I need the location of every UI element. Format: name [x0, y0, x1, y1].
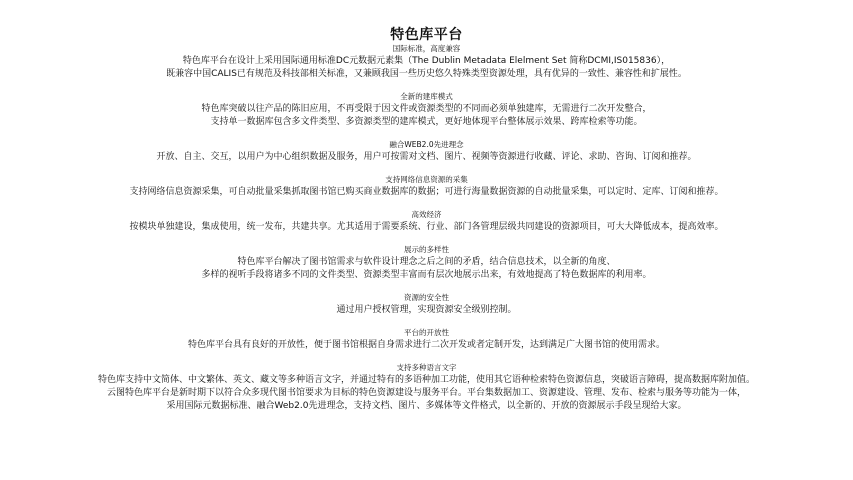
page-title: 特色库平台 — [390, 27, 463, 43]
section-text-line: 特色库平台具有良好的开放性，便于图书馆根据自身需求进行二次开发或者定制开发，达到满足广大图书馆的使用需求。 — [187, 340, 665, 350]
section-heading: 平台的开放性 — [404, 328, 449, 337]
section-text-line: 通过用户授权管理，实现资源安全级别控制。 — [336, 305, 517, 315]
section-text-line: 支持单一数据库包含多文件类型、多资源类型的建库模式，更好地体现平台整体展示效果、跨库检索等功能。 — [210, 117, 643, 127]
section-text-line: 特色库平台在设计上采用国际通用标准DC元数据元素集（The Dublin Metadata Elelment Set 简称DCMI,IS015836）， — [182, 56, 671, 66]
section-multilingual — [0, 363, 853, 413]
section-build-mode — [0, 92, 853, 129]
section-heading: 全新的建库模式 — [400, 92, 453, 101]
section-display-variety — [0, 245, 853, 282]
section-text-line: 多样的视听手段将诸多不同的文件类型、资源类型丰富而有层次地展示出来，有效地提高了特色数据库的利用率。 — [201, 270, 652, 280]
section-text-line: 云图特色库平台是新时期下以符合众多现代图书馆要求为目标的特色资源建设与服务平台。平台集数据加工、资源建设、管理、发布、检索与服务等功能为一体， — [106, 388, 746, 398]
section-heading: 融合WEB2.0先进理念 — [389, 140, 464, 149]
section-heading: 支持网络信息资源的采集 — [385, 175, 468, 184]
section-text-line: 特色库平台解决了图书馆需求与软件设计理念之后之间的矛盾，结合信息技术，以全新的角度、 — [237, 257, 616, 267]
section-heading: 高效经济 — [411, 210, 442, 219]
section-text-line: 开放、自主、交互，以用户为中心组织数据及服务，用户可按需对文档、图片、视频等资源进行收藏、评论、求助、咨询、订阅和推荐。 — [156, 152, 697, 162]
section-text-line: 特色库支持中文简体、中文繁体、英文、藏文等多种语言文字，并通过特有的多语种加工功能，使用其它语种检索特色资源信息，突破语言障碍，提高数据库附加值。 — [97, 375, 755, 385]
section-heading: 国际标准，高度兼容 — [392, 44, 461, 53]
section-heading: 展示的多样性 — [404, 245, 449, 254]
section-heading: 资源的安全性 — [404, 293, 449, 302]
section-heading: 支持多种语言文字 — [396, 363, 457, 372]
section-text-line: 既兼容中国CALIS已有规范及科技部相关标准，又兼顾我国一些历史悠久特殊类型资源处理，具有优异的一致性、兼容性和扩展性。 — [166, 69, 687, 79]
section-openness — [0, 328, 853, 352]
section-web-collection — [0, 175, 853, 199]
section-text-line: 支持网络信息资源采集，可自动批量采集抓取图书馆已购买商业数据库的数据；可进行海量数据资源的自动批量采集，可以定时、定库、订阅和推荐。 — [129, 187, 724, 197]
section-standards — [0, 44, 853, 81]
section-text-line: 特色库突破以往产品的陈旧应用，不再受限于因文件或资源类型的不同而必须单独建库，无需进行二次开发整合， — [201, 104, 652, 114]
section-efficiency — [0, 210, 853, 234]
section-text-line: 采用国际元数据标准、融合Web2.0先进理念，支持文档、图片、多媒体等文件格式，以全新的、开放的资源展示手段呈现给大家。 — [166, 401, 687, 411]
section-security — [0, 293, 853, 317]
section-text-line: 按模块单独建设，集成使用，统一发布，共建共享。尤其适用于需要系统、行业、部门各管理层级共同建设的资源项目，可大大降低成本，提高效率。 — [129, 222, 724, 232]
section-web2 — [0, 140, 853, 164]
